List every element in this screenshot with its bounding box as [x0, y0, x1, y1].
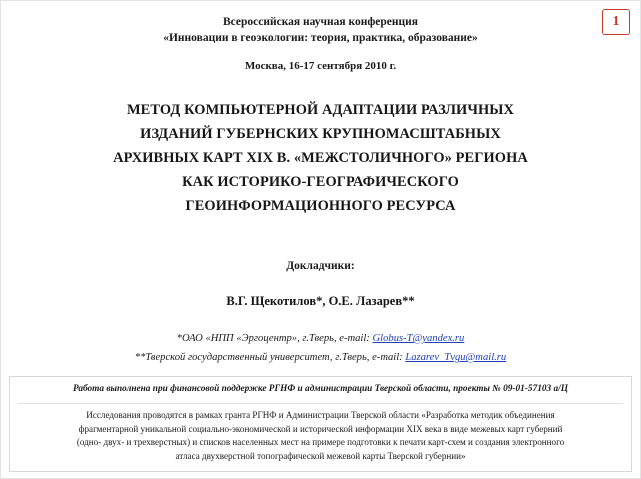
title-line-5: ГЕОИНФОРМАЦИОННОГО РЕСУРСА [185, 198, 456, 214]
authors-names: В.Г. Щекотилов*, О.Е. Лазарев** [226, 294, 415, 308]
conference-title-line2: «Инновации в геоэкологии: теория, практика, образование» [163, 32, 478, 44]
affiliation-1-text: *ОАО «НПП «Эргоцентр», г.Тверь, e-mail: [176, 333, 373, 344]
affiliations [1, 329, 640, 367]
footer-line-4: атласа двухверстной топографической межевой карты Тверской губернии» [175, 450, 466, 461]
email-link-2[interactable]: Lazarev_Tvgu@mail.ru [405, 352, 507, 363]
footer-divider [18, 403, 623, 404]
title-line-3: АРХИВНЫХ КАРТ XIX В. «МЕЖСТОЛИЧНОГО» РЕГИОНА [113, 150, 528, 166]
affiliation-2-text: **Тверской государственный университет, г.Тверь, e-mail: [134, 352, 406, 363]
footer-line-1: Исследования проводятся в рамках гранта РГНФ и Администрации Тверской области «Разработка методик объединения [86, 410, 555, 420]
conference-header [1, 1, 640, 46]
footer-description [16, 409, 625, 463]
email-link-1[interactable]: Globus-T@yandex.ru [372, 333, 465, 344]
footer-line-2: фрагментарной уникальной социально-экономической и исторической информации XIX века в виде межевых карт губерний [78, 423, 563, 434]
authors-label: Докладчики: [286, 260, 355, 272]
conference-title-line1: Всероссийская научная конференция [222, 16, 419, 28]
affiliation-1 [1, 329, 640, 348]
title-line-1: МЕТОД КОМПЬЮТЕРНОЙ АДАПТАЦИИ РАЗЛИЧНЫХ [126, 102, 515, 118]
footer-note-box [9, 376, 632, 472]
grant-support-line: Работа выполнена при финансовой поддержке РГНФ и администрации Тверской области, проекты № 09-01-57103 а/Ц [73, 384, 568, 394]
title-line-4: КАК ИСТОРИКО-ГЕОГРАФИЧЕСКОГО [182, 174, 459, 190]
affiliation-2 [1, 348, 640, 367]
conference-date: Москва, 16-17 сентября 2010 г. [244, 60, 397, 72]
slide-number-badge: 1 [602, 9, 630, 35]
title-line-2: ИЗДАНИЙ ГУБЕРНСКИХ КРУПНОМАСШТАБНЫХ [140, 126, 501, 142]
page-title [27, 98, 614, 218]
footer-line-3: (одно- двух- и трехверстных) и списков населенных мест на примере подготовки к печати карт-схем и создания электронного [76, 437, 565, 447]
